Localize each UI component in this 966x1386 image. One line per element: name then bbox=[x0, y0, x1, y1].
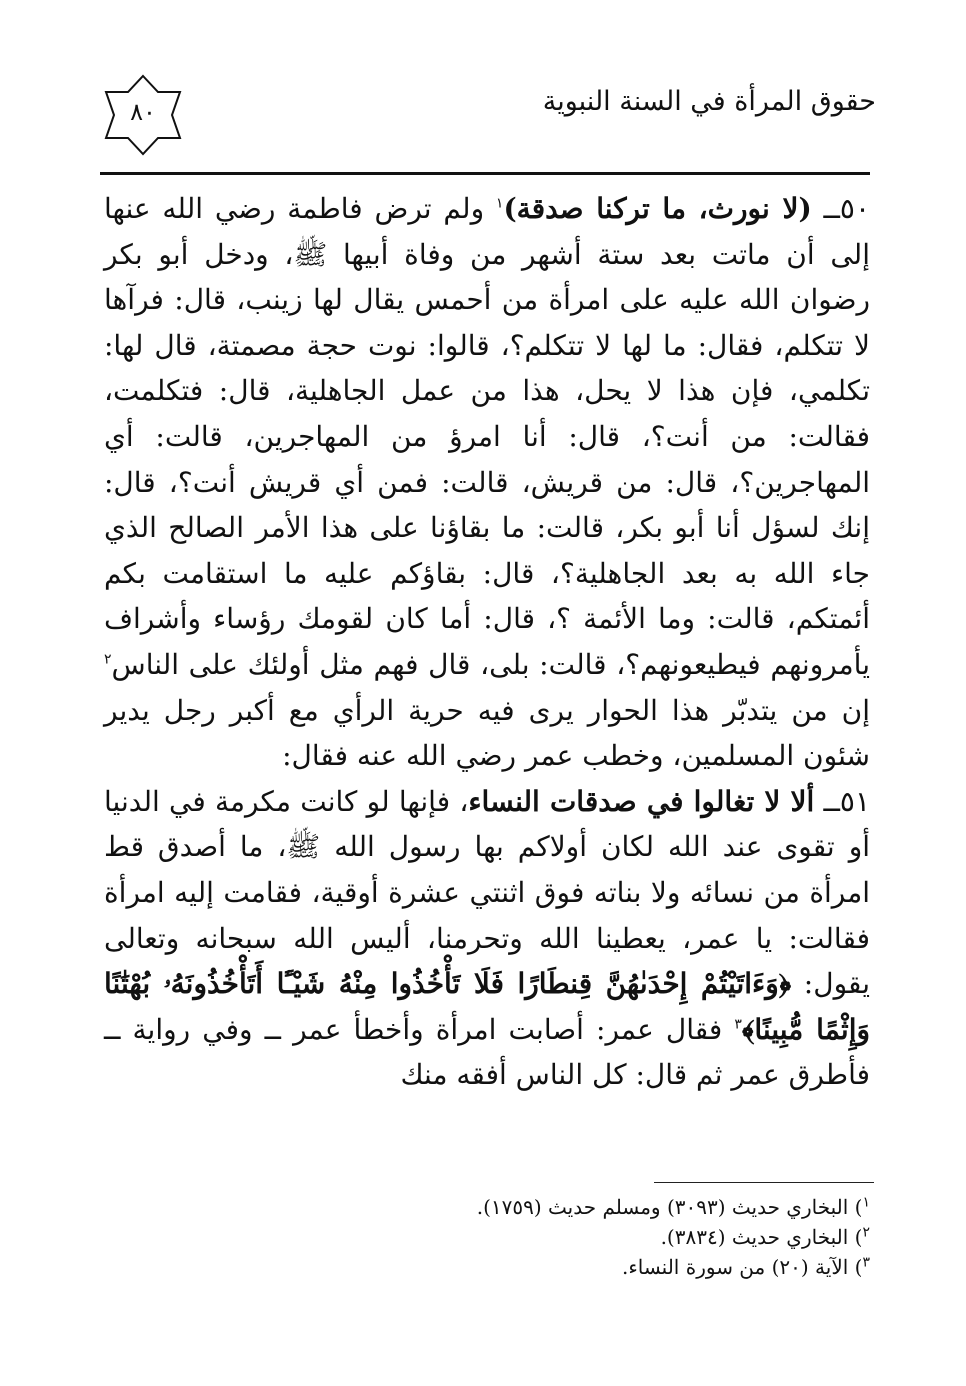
footnote-text: ) البخاري حديث (٣٨٣٤). bbox=[660, 1225, 863, 1249]
main-text bbox=[104, 186, 870, 1098]
paragraph-51-text-a: ، فإنها لو كانت مكرمة في الدنيا أو تقوى عند الله لكان أولاكم بها رسول الله ﷺ، ما أصدق قط امرأة من نسائه ولا بناته فوق اثنتي عشرة أوقية، فقامت إليه امرأة فقالت: يا عمر، يعطينا الله وتحرمنا، أليس الله سبحانه وتعالى يقول: bbox=[104, 784, 870, 1001]
paragraph-51 bbox=[104, 779, 870, 1098]
paragraph-50 bbox=[104, 186, 870, 779]
footnote-ref-3: ٣ bbox=[734, 1016, 742, 1033]
hadith-title-50: (لا نورث، ما تركنا صدقة) bbox=[503, 192, 812, 225]
paragraph-51-text-b: فقال عمر: أصابت امرأة وأخطأ عمر ــ وفي رواية ــ فأطرق عمر ثم قال: كل الناس أفقه منك bbox=[104, 1012, 870, 1092]
footnote-number: ١ bbox=[862, 1194, 870, 1211]
hadith-title-51: ألا لا تغالوا في صدقات النساء bbox=[468, 784, 815, 818]
footnote-text: ) الآية (٢٠) من سورة النساء. bbox=[621, 1255, 863, 1279]
footnote-ref-2: ٢ bbox=[104, 651, 112, 668]
header-divider bbox=[100, 172, 870, 175]
header-title: حقوق المرأة في السنة النبوية bbox=[542, 86, 876, 117]
page-number-badge bbox=[100, 72, 186, 158]
footnote-3 bbox=[370, 1252, 870, 1282]
footnote-text: ) البخاري حديث (٣٠٩٣) ومسلم حديث (١٧٥٩). bbox=[476, 1195, 863, 1219]
paragraph-50-text-a: ولم ترض فاطمة رضي الله عنها إلى أن ماتت بعد ستة أشهر من وفاة أبيها ﷺ، ودخل أبو بكر رضوان الله عليه على امرأة من أحمس يقال لها زينب، قال: فرآها لا تتكلم، فقال: ما لها لا تتكلم؟، قالوا: نوت حجة مصمتة، قال لها: تكلمي، فإن هذا لا يحل، هذا من عمل الجاهلية، قال: فتكلمت، فقالت: من أنت؟، قال: أنا امرؤ من المهاجرين، قالت: أي المهاجرين؟، قال: من قريش، قالت: فمن أي قريش أنت؟، قال: إنك لسؤل أنا أبو بكر، قالت: ما بقاؤنا على هذا الأمر الصالح الذي جاء الله به بعد الجاهلية؟، قال: بقاؤكم عليه ما استقامت بكم أئمتكم، قالت: وما الأئمة ؟، قال: أما كان لقومك رؤساء وأشراف يأمرونهم فيطيعونهم؟، قالت: بلى، قال فهم مثل أولئك على الناس bbox=[104, 192, 871, 681]
footnote-2 bbox=[370, 1222, 870, 1252]
page-number: ٨٠ bbox=[130, 98, 156, 126]
footnote-ref-1: ١ bbox=[495, 195, 504, 212]
hadith-number-51: ٥١ــ bbox=[814, 784, 870, 818]
quran-verse: ﴿وَءَاتَيْتُمْ إِحْدَىٰهُنَّ قِنطَارًا فَلَا تَأْخُذُوا مِنْهُ شَيْـًٔا أَتَأْخُذُونَهُۥ بُهْتَٰنًا وَإِثْمًا مُّبِينًا﴾ bbox=[104, 967, 870, 1046]
footnote-divider bbox=[654, 1182, 874, 1183]
hadith-number-50: ٥٠ــ bbox=[811, 192, 870, 225]
footnotes bbox=[370, 1192, 870, 1282]
footnote-1 bbox=[370, 1192, 870, 1222]
footnote-number: ٣ bbox=[862, 1254, 870, 1271]
footnote-number: ٢ bbox=[862, 1224, 870, 1241]
paragraph-50-text-b: إن من يتدبّر هذا الحوار يرى فيه حرية الرأي مع أكبر رجل يدير شئون المسلمين، وخطب عمر رضي الله عنه فقال: bbox=[104, 693, 870, 773]
